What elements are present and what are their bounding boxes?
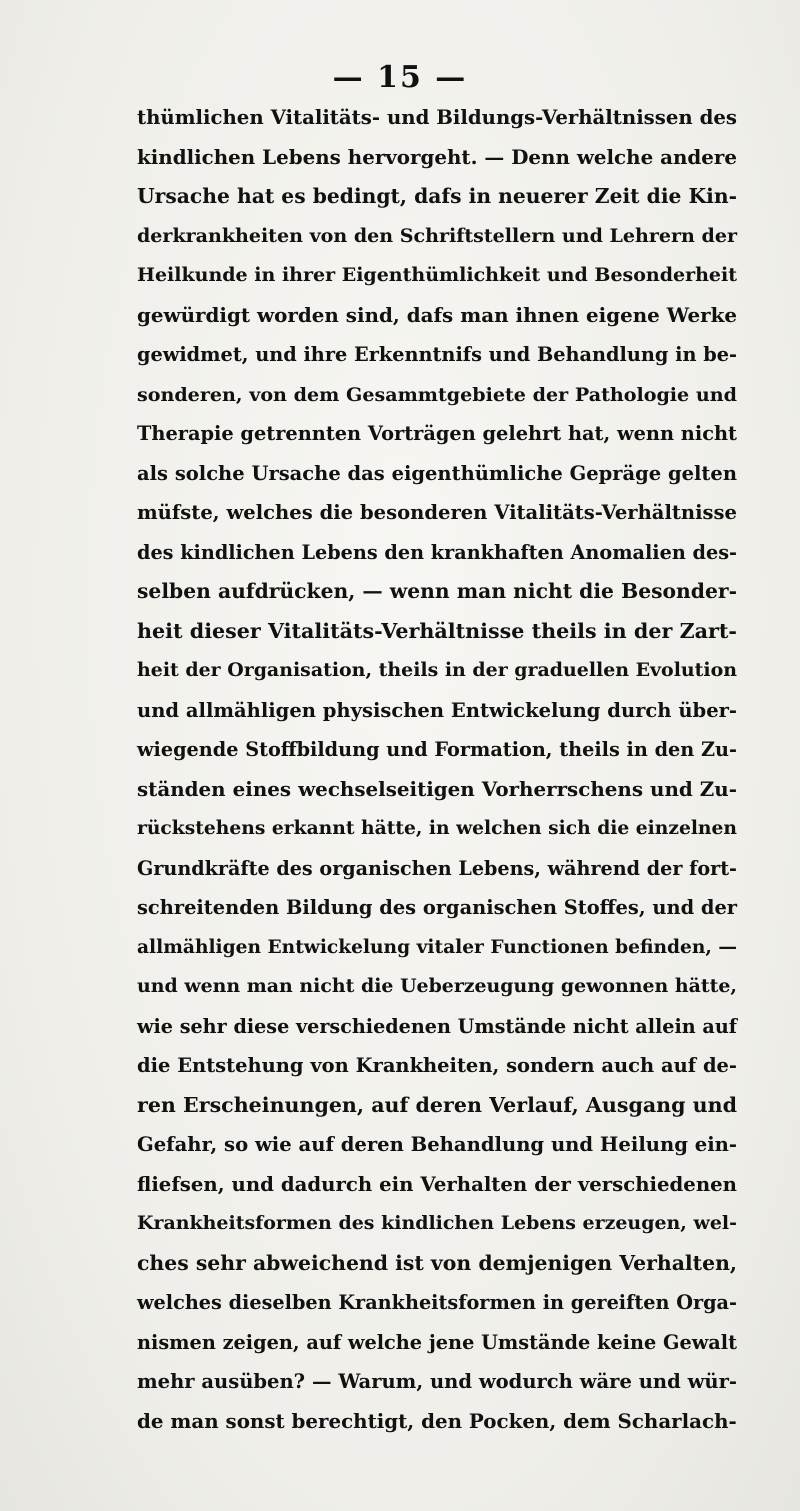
- text-line: de man sonst berechtigt, den Pocken, dem Scharlach-: [137, 1408, 737, 1433]
- text-line: ches sehr abweichend ist von demjenigen Verhalten,: [137, 1250, 737, 1275]
- text-line: Heilkunde in ihrer Eigenthümlichkeit und Besonderheit: [137, 264, 737, 286]
- text-line: Krankheitsformen des kindlichen Lebens erzeugen, wel-: [137, 1212, 737, 1234]
- text-line: gewidmet, und ihre Erkenntnifs und Behandlung in be-: [137, 343, 737, 366]
- text-line: Therapie getrennten Vorträgen gelehrt hat, wenn nicht: [137, 422, 737, 445]
- text-line: kindlichen Lebens hervorgeht. — Denn welche andere: [137, 144, 737, 169]
- text-line: ren Erscheinungen, auf deren Verlauf, Ausgang und: [137, 1092, 737, 1117]
- text-line: ständen eines wechselseitigen Vorherrschens und Zu-: [137, 776, 737, 801]
- body-text: [137, 98, 737, 1441]
- text-line: müfste, welches die besonderen Vitalitäts-Verhältnisse: [137, 501, 737, 524]
- text-line: als solche Ursache das eigenthümliche Gepräge gelten: [137, 461, 737, 485]
- text-line: thümlichen Vitalitäts- und Bildungs-Verhältnissen des: [137, 106, 737, 129]
- text-line: heit dieser Vitalitäts-Verhältnisse theils in der Zart-: [137, 618, 737, 643]
- text-line: des kindlichen Lebens den krankhaften Anomalien des-: [137, 540, 737, 564]
- text-line: Ursache hat es bedingt, dafs in neuerer Zeit die Kin-: [137, 184, 737, 208]
- text-line: die Entstehung von Krankheiten, sondern auch auf de-: [137, 1054, 737, 1077]
- text-line: mehr ausüben? — Warum, und wodurch wäre und wür-: [137, 1370, 737, 1393]
- text-line: und allmähligen physischen Entwickelung durch über-: [137, 698, 737, 722]
- text-line: nismen zeigen, auf welche jene Umstände keine Gewalt: [137, 1330, 737, 1354]
- text-line: welches dieselben Krankheitsformen in gereiften Orga-: [137, 1291, 737, 1314]
- text-line: Gefahr, so wie auf deren Behandlung und Heilung ein-: [137, 1133, 737, 1156]
- text-line: fliefsen, und dadurch ein Verhalten der verschiedenen: [137, 1172, 737, 1196]
- text-line: wie sehr diese verschiedenen Umstände nicht allein auf: [137, 1014, 737, 1038]
- text-line: selben aufdrücken, — wenn man nicht die Besonder-: [137, 579, 737, 603]
- text-line: wiegende Stoffbildung und Formation, theils in den Zu-: [137, 738, 737, 761]
- text-line: und wenn man nicht die Ueberzeugung gewonnen hätte,: [137, 975, 737, 997]
- text-line: gewürdigt worden sind, dafs man ihnen eigene Werke: [137, 302, 737, 327]
- text-line: Grundkräfte des organischen Lebens, während der fort-: [137, 856, 737, 880]
- text-line: derkrankheiten von den Schriftstellern und Lehrern der: [137, 224, 737, 247]
- text-line: heit der Organisation, theils in der graduellen Evolution: [137, 659, 737, 681]
- text-line: sonderen, von dem Gesammtgebiete der Pathologie und: [137, 382, 737, 406]
- text-line: rückstehens erkannt hätte, in welchen sich die einzelnen: [137, 817, 737, 839]
- page-number: — 15 —: [332, 60, 468, 95]
- text-line: allmähligen Entwickelung vitaler Functionen befinden, —: [137, 936, 737, 958]
- text-line: schreitenden Bildung des organischen Stoffes, und der: [137, 896, 738, 919]
